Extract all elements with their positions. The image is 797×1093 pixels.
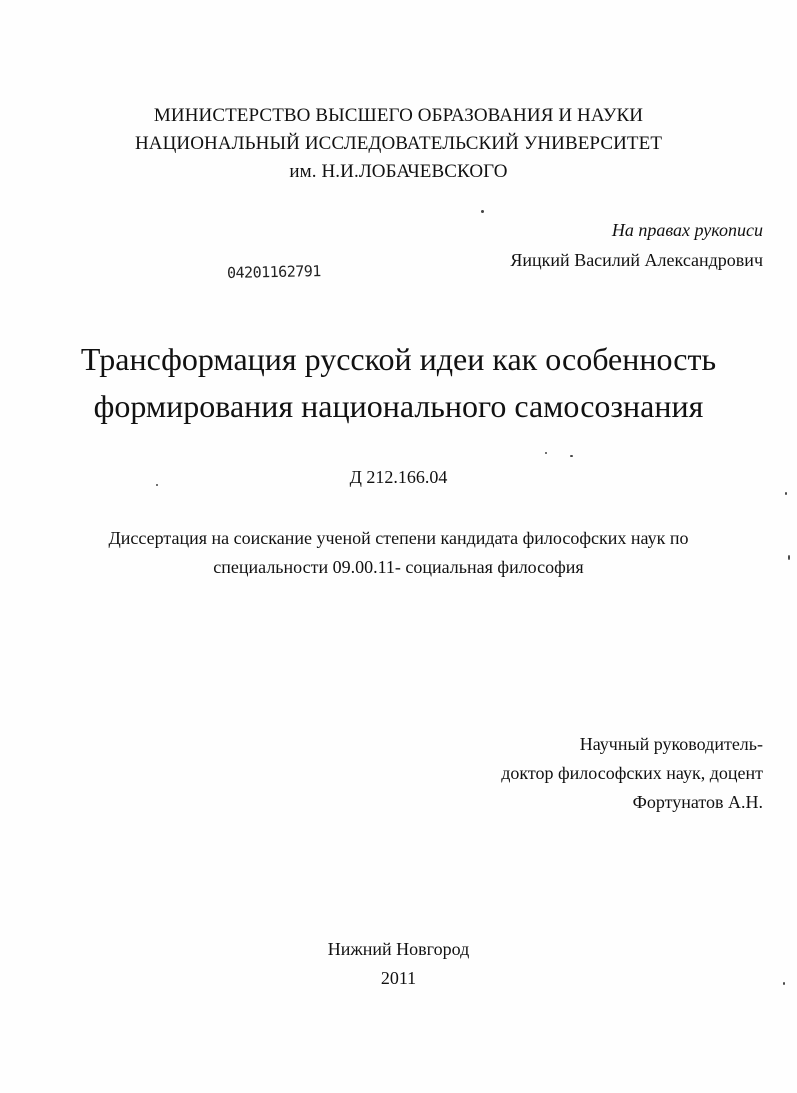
thesis-title-line: Трансформация русской идеи как особенность	[80, 341, 717, 377]
registration-number: 04201162791	[226, 262, 322, 282]
scan-speck	[785, 492, 787, 495]
dissertation-line: специальности 09.00.11- социальная философия	[213, 557, 584, 577]
scan-speck	[481, 210, 484, 213]
supervisor-degree: доктор философских наук, доцент	[501, 763, 763, 783]
supervisor-role: Научный руководитель-	[579, 734, 763, 754]
supervisor-name: Фортунатов А.Н.	[632, 792, 763, 812]
thesis-title	[0, 336, 797, 430]
university-line: НАЦИОНАЛЬНЫЙ ИССЛЕДОВАТЕЛЬСКИЙ УНИВЕРСИТЕТ	[134, 133, 663, 154]
author-name: Яицкий Василий Александрович	[510, 250, 763, 270]
thesis-title-line: формирования национального самосознания	[93, 388, 704, 424]
dissertation-line: Диссертация на соискание ученой степени кандидата философских наук по	[108, 528, 689, 548]
place-and-year	[0, 935, 797, 993]
university-name-line: им. Н.И.ЛОБАЧЕВСКОГО	[289, 161, 508, 182]
year: 2011	[380, 968, 417, 988]
ministry-header	[0, 102, 797, 186]
scan-speck	[156, 484, 158, 486]
ministry-line: МИНИСТЕРСТВО ВЫСШЕГО ОБРАЗОВАНИЯ И НАУКИ	[153, 105, 644, 126]
supervisor-block	[501, 730, 763, 817]
dissertation-description	[0, 524, 797, 582]
scan-speck	[545, 452, 547, 454]
scan-speck	[783, 982, 785, 985]
scan-speck	[570, 455, 573, 457]
city: Нижний Новгород	[327, 939, 470, 959]
scan-speck	[788, 555, 790, 560]
manuscript-note: На правах рукописи	[611, 220, 763, 240]
council-code: Д 212.166.04	[349, 467, 448, 487]
